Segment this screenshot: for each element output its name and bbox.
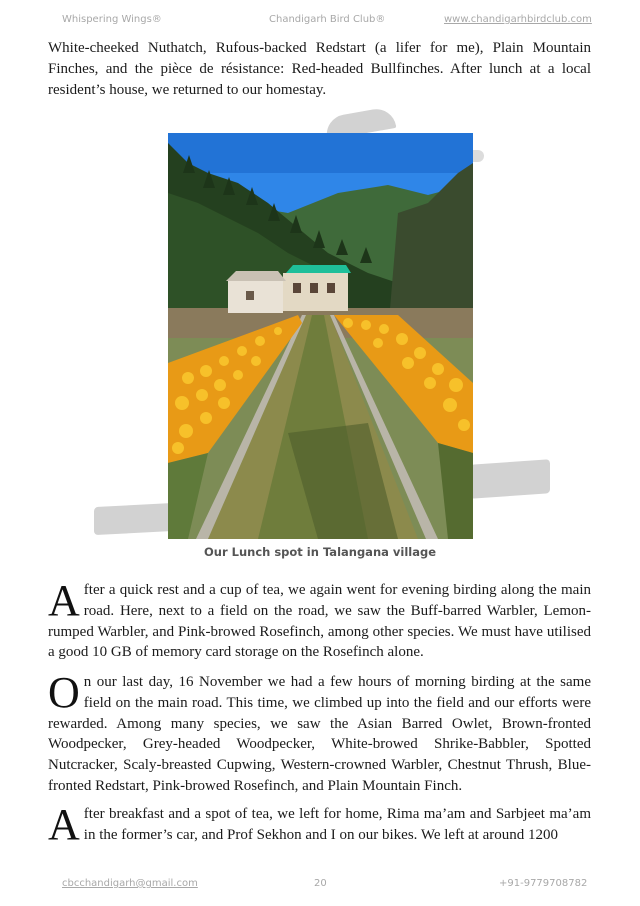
decorative-swoosh-left	[94, 503, 174, 535]
body-paragraph-2	[48, 576, 591, 663]
header-publication: Whispering Wings®	[62, 14, 162, 25]
drop-cap: O	[48, 668, 80, 717]
photo-caption: Our Lunch spot in Talangana village	[203, 545, 437, 559]
page-header	[0, 14, 640, 30]
paragraph-3-text: n our last day, 16 November we had a few hours of morning birding at the same field on the main road. This time, we climbed up into the field and our efforts were rewarded. Among many species, we saw the Asian Barred Owlet, Brown-fronted Woodpecker, Grey-headed Woodpecker, White-browed Shrike-Babbler, Spotted Nutcracker, Scaly-breasted Cupwing, Western-crowned Warbler, Chestnut Thrush, Blue-fronted Redstart, Pink-browed Rosefinch, and Plain Mountain Finch.	[48, 674, 591, 794]
body-paragraph-3	[48, 668, 591, 797]
body-paragraph-4	[48, 800, 591, 849]
footer-phone: +91-9779708782	[499, 878, 588, 889]
lunch-spot-photo	[168, 133, 473, 539]
page-number: 20	[314, 878, 327, 889]
paragraph-4-text: fter breakfast and a spot of tea, we left for home, Rima ma’am and Sarbjeet ma’am in the former’s car, and Prof Sekhon and I on our bikes. We left at around 1200	[83, 806, 591, 843]
header-club-name: Chandigarh Bird Club®	[269, 14, 386, 25]
page-footer	[0, 878, 640, 894]
header-website-link[interactable]: www.chandigarhbirdclub.com	[444, 14, 592, 25]
body-paragraph-1: White-cheeked Nuthatch, Rufous-backed Redstart (a lifer for me), Plain Mountain Finches, and the pièce de résistance: Red-headed Bullfinches. After lunch at a local resident’s house, we returned to our homestay.	[48, 40, 591, 98]
decorative-swoosh-right	[470, 459, 550, 499]
paragraph-2-text: fter a quick rest and a cup of tea, we again went for evening birding along the main road. Here, next to a field on the road, we saw the Buff-barred Warbler, Lemon-rumped Warbler, and Pink-browed Rosefinch, among other species. We must have utilised a good 10 GB of memory card storage on the Rosefinch alone.	[48, 582, 591, 661]
drop-cap: A	[48, 800, 80, 849]
drop-cap: A	[48, 576, 80, 625]
footer-email-link[interactable]: cbcchandigarh@gmail.com	[62, 878, 198, 889]
